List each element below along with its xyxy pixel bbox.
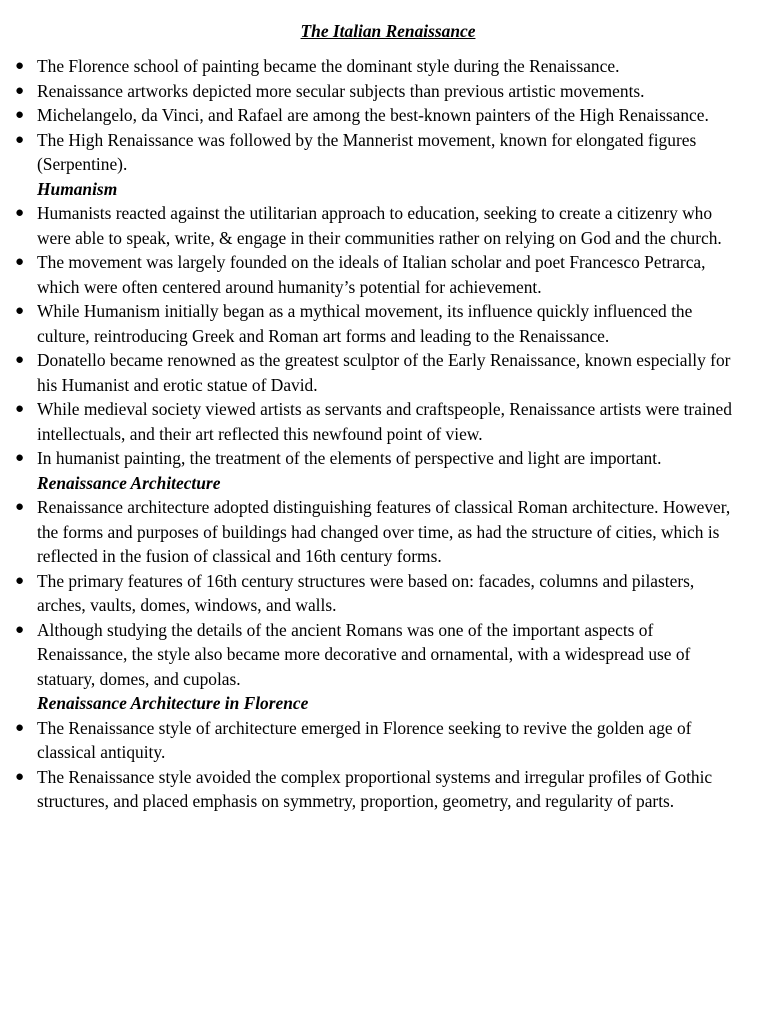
list-item (0, 618, 768, 692)
list-item-text: The High Renaissance was followed by the Mannerist movement, known for elongated figures (Serpentine). (37, 129, 697, 174)
section-heading: Humanism (37, 178, 118, 199)
bullet-icon: ● (15, 401, 25, 417)
bullet-icon: ● (15, 499, 25, 515)
list-item (0, 79, 768, 104)
list-item (0, 716, 768, 765)
list-item-text: The movement was largely founded on the ideals of Italian scholar and poet Francesco Petrarca, which were often centered around humanity’s potential for achievement. (37, 252, 706, 297)
list-item-text: While medieval society viewed artists as servants and craftspeople, Renaissance artists were trained intellectuals, and their art reflected this newfound point of view. (37, 399, 732, 444)
list-item (0, 103, 768, 128)
bullet-icon: ● (15, 254, 25, 270)
list-item (0, 569, 768, 618)
bullet-icon: ● (15, 131, 25, 148)
bullet-icon: ● (15, 58, 25, 74)
document-body (0, 54, 768, 814)
list-item (0, 250, 768, 299)
list-item-text: In humanist painting, the treatment of the elements of perspective and light are important. (37, 448, 662, 468)
list-item (0, 201, 768, 250)
list-item-text: The Renaissance style avoided the complex proportional systems and irregular profiles of Gothic structures, and placed emphasis on symmetry, proportion, geometry, and regularity of parts. (37, 766, 713, 811)
bullet-icon: ● (15, 82, 25, 99)
list-item-text: The Florence school of painting became the dominant style during the Renaissance. (37, 56, 620, 76)
list-item (0, 128, 768, 177)
list-item (0, 765, 768, 814)
bullet-icon: ● (15, 450, 25, 466)
list-item-text: Renaissance architecture adopted distinguishing features of classical Roman architecture. However, the forms and purposes of buildings had changed over time, as had the structure of cities, which is reflected in the fusion of classical and 16th century forms. (37, 497, 731, 566)
document-title: The Italian Renaissance (300, 21, 476, 41)
bullet-icon: ● (15, 572, 25, 589)
bullet-icon: ● (15, 205, 25, 221)
list-item-text: Michelangelo, da Vinci, and Rafael are among the best-known painters of the High Renaissance. (37, 105, 709, 125)
bullet-icon: ● (15, 352, 25, 368)
list-item (0, 397, 768, 446)
list-item-text: While Humanism initially began as a mythical movement, its influence quickly influenced the culture, reintroducing Greek and Roman art forms and leading to the Renaissance. (37, 301, 693, 346)
list-item (0, 446, 768, 471)
bullet-icon: ● (15, 621, 25, 638)
list-item-text: Humanists reacted against the utilitarian approach to education, seeking to create a citizenry who were able to speak, write, & engage in their communities rather on relying on God and the church. (37, 203, 722, 248)
bullet-icon: ● (15, 719, 25, 736)
bullet-icon: ● (15, 303, 25, 319)
bullet-icon: ● (15, 768, 25, 785)
list-item (0, 495, 768, 569)
list-item-text: The primary features of 16th century structures were based on: facades, columns and pilasters, arches, vaults, domes, windows, and walls. (37, 570, 695, 615)
list-item-text: Donatello became renowned as the greatest sculptor of the Early Renaissance, known especially for his Humanist and erotic statue of David. (37, 350, 731, 395)
list-item-text: Renaissance artworks depicted more secular subjects than previous artistic movements. (37, 80, 645, 101)
list-item-text: Although studying the details of the ancient Romans was one of the important aspects of Renaissance, the style also became more decorative and ornamental, with a widespread use of statuary, domes, and cupolas. (37, 619, 691, 689)
list-item (0, 348, 768, 397)
section-heading: Renaissance Architecture (37, 472, 221, 493)
section-heading: Renaissance Architecture in Florence (37, 693, 309, 713)
list-item (0, 299, 768, 348)
bullet-icon: ● (15, 107, 25, 123)
list-item-text: The Renaissance style of architecture emerged in Florence seeking to revive the golden age of classical antiquity. (37, 717, 692, 762)
list-item (0, 54, 768, 79)
